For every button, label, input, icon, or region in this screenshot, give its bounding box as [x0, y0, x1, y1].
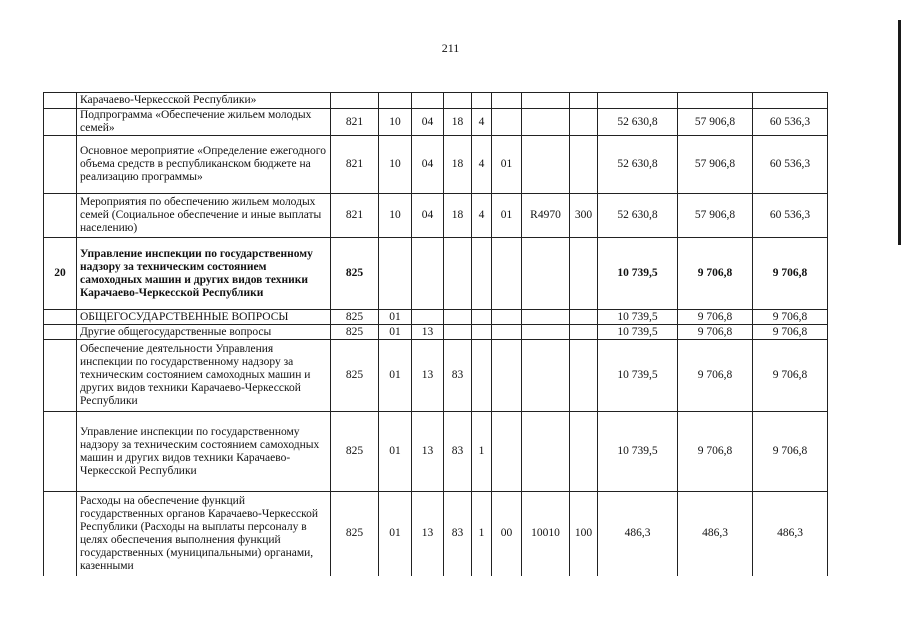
ministry-code-cell: 825	[331, 412, 379, 492]
expense-type-cell	[570, 325, 598, 340]
subprogram-code-cell	[472, 310, 492, 325]
row-number-cell	[44, 310, 77, 325]
amount-year-2-cell: 486,3	[678, 492, 753, 576]
section-code-cell: 01	[379, 325, 412, 340]
event-code-cell	[492, 310, 522, 325]
subprogram-code-cell: 4	[472, 109, 492, 136]
row-number-cell	[44, 109, 77, 136]
section-code-cell: 10	[379, 136, 412, 194]
section-code-cell: 01	[379, 492, 412, 576]
amount-year-1-cell: 10 739,5	[598, 325, 678, 340]
item-name-cell: Карачаево-Черкесской Республики»	[77, 93, 331, 109]
row-number-cell: 20	[44, 238, 77, 310]
program-code-cell: 83	[444, 492, 472, 576]
amount-year-1-cell: 52 630,8	[598, 194, 678, 238]
ministry-code-cell: 825	[331, 340, 379, 412]
subprogram-code-cell: 4	[472, 136, 492, 194]
amount-year-2-cell	[678, 93, 753, 109]
row-number-cell	[44, 194, 77, 238]
amount-year-2-cell: 9 706,8	[678, 238, 753, 310]
event-code-cell: 01	[492, 136, 522, 194]
subsection-code-cell: 04	[412, 109, 444, 136]
ministry-code-cell: 825	[331, 492, 379, 576]
ministry-code-cell: 825	[331, 310, 379, 325]
expense-type-cell	[570, 412, 598, 492]
item-name-cell: Расходы на обеспечение функций государственных органов Карачаево-Черкесской Республики (Расходы на выплаты персоналу в целях обеспечения выполнения функций государственных (муниципальными) органами, казенными	[77, 492, 331, 576]
section-code-cell: 01	[379, 340, 412, 412]
row-number-cell	[44, 93, 77, 109]
amount-year-3-cell: 9 706,8	[753, 412, 828, 492]
event-code-cell	[492, 109, 522, 136]
table-row	[44, 310, 828, 325]
row-number-cell	[44, 412, 77, 492]
subsection-code-cell: 13	[412, 492, 444, 576]
item-name-cell: Основное мероприятие «Определение ежегодного объема средств в республиканском бюджете на реализацию программы»	[77, 136, 331, 194]
amount-year-1-cell	[598, 93, 678, 109]
event-code-cell: 01	[492, 194, 522, 238]
direction-code-cell	[522, 310, 570, 325]
row-number-cell	[44, 340, 77, 412]
subsection-code-cell: 13	[412, 340, 444, 412]
event-code-cell	[492, 325, 522, 340]
table-row	[44, 340, 828, 412]
amount-year-1-cell: 486,3	[598, 492, 678, 576]
program-code-cell	[444, 325, 472, 340]
section-code-cell: 10	[379, 194, 412, 238]
amount-year-1-cell: 10 739,5	[598, 340, 678, 412]
amount-year-2-cell: 57 906,8	[678, 194, 753, 238]
subsection-code-cell: 13	[412, 412, 444, 492]
section-code-cell: 01	[379, 310, 412, 325]
event-code-cell	[492, 340, 522, 412]
item-name-cell: Другие общегосударственные вопросы	[77, 325, 331, 340]
section-code-cell	[379, 93, 412, 109]
section-code-cell	[379, 238, 412, 310]
expense-type-cell	[570, 109, 598, 136]
amount-year-3-cell: 9 706,8	[753, 325, 828, 340]
ministry-code-cell: 821	[331, 136, 379, 194]
amount-year-2-cell: 9 706,8	[678, 310, 753, 325]
expense-type-cell: 300	[570, 194, 598, 238]
item-name-cell: Управление инспекции по государственному надзору за техническим состоянием самоходных машин и других видов техники Карачаево-Черкесской Республики	[77, 238, 331, 310]
amount-year-2-cell: 57 906,8	[678, 109, 753, 136]
subsection-code-cell	[412, 93, 444, 109]
row-number-cell	[44, 136, 77, 194]
amount-year-1-cell: 10 739,5	[598, 238, 678, 310]
section-code-cell: 01	[379, 412, 412, 492]
subsection-code-cell: 13	[412, 325, 444, 340]
program-code-cell	[444, 238, 472, 310]
expense-type-cell	[570, 238, 598, 310]
amount-year-2-cell: 9 706,8	[678, 340, 753, 412]
amount-year-3-cell: 9 706,8	[753, 310, 828, 325]
direction-code-cell	[522, 325, 570, 340]
row-number-cell	[44, 325, 77, 340]
direction-code-cell	[522, 109, 570, 136]
table-row	[44, 136, 828, 194]
amount-year-3-cell: 60 536,3	[753, 136, 828, 194]
direction-code-cell	[522, 136, 570, 194]
table-row	[44, 194, 828, 238]
expense-type-cell	[570, 93, 598, 109]
item-name-cell: Обеспечение деятельности Управления инспекции по государственному надзору за техническим состоянием самоходных машин и других видов техники Карачаево-Черкесской Республики	[77, 340, 331, 412]
program-code-cell	[444, 310, 472, 325]
item-name-cell: Мероприятия по обеспечению жильем молодых семей (Социальное обеспечение и иные выплаты населению)	[77, 194, 331, 238]
direction-code-cell	[522, 238, 570, 310]
event-code-cell	[492, 412, 522, 492]
table-row	[44, 412, 828, 492]
amount-year-3-cell: 60 536,3	[753, 109, 828, 136]
amount-year-1-cell: 10 739,5	[598, 412, 678, 492]
table-row	[44, 325, 828, 340]
table-row	[44, 492, 828, 576]
amount-year-3-cell	[753, 93, 828, 109]
amount-year-3-cell: 9 706,8	[753, 340, 828, 412]
subsection-code-cell	[412, 310, 444, 325]
amount-year-2-cell: 9 706,8	[678, 325, 753, 340]
program-code-cell: 18	[444, 194, 472, 238]
subsection-code-cell: 04	[412, 194, 444, 238]
event-code-cell	[492, 93, 522, 109]
ministry-code-cell: 821	[331, 194, 379, 238]
item-name-cell: Подпрограмма «Обеспечение жильем молодых семей»	[77, 109, 331, 136]
page-number: 211	[441, 41, 460, 55]
ministry-code-cell	[331, 93, 379, 109]
ministry-code-cell: 821	[331, 109, 379, 136]
amount-year-1-cell: 52 630,8	[598, 109, 678, 136]
amount-year-1-cell: 10 739,5	[598, 310, 678, 325]
subprogram-code-cell: 1	[472, 412, 492, 492]
subprogram-code-cell: 1	[472, 492, 492, 576]
subsection-code-cell	[412, 238, 444, 310]
subprogram-code-cell	[472, 93, 492, 109]
subprogram-code-cell	[472, 325, 492, 340]
subprogram-code-cell	[472, 238, 492, 310]
subsection-code-cell: 04	[412, 136, 444, 194]
program-code-cell: 83	[444, 340, 472, 412]
ministry-code-cell: 825	[331, 238, 379, 310]
expense-type-cell	[570, 340, 598, 412]
program-code-cell: 83	[444, 412, 472, 492]
direction-code-cell	[522, 412, 570, 492]
table-row	[44, 93, 828, 109]
amount-year-3-cell: 9 706,8	[753, 238, 828, 310]
expense-type-cell: 100	[570, 492, 598, 576]
event-code-cell: 00	[492, 492, 522, 576]
program-code-cell: 18	[444, 109, 472, 136]
row-number-cell	[44, 492, 77, 576]
amount-year-3-cell: 486,3	[753, 492, 828, 576]
program-code-cell	[444, 93, 472, 109]
direction-code-cell: 10010	[522, 492, 570, 576]
subprogram-code-cell: 4	[472, 194, 492, 238]
amount-year-2-cell: 9 706,8	[678, 412, 753, 492]
amount-year-1-cell: 52 630,8	[598, 136, 678, 194]
item-name-cell: Управление инспекции по государственному надзору за техническим состоянием самоходных машин и других видов техники Карачаево-Черкесской Республики	[77, 412, 331, 492]
subprogram-code-cell	[472, 340, 492, 412]
section-code-cell: 10	[379, 109, 412, 136]
direction-code-cell	[522, 93, 570, 109]
program-code-cell: 18	[444, 136, 472, 194]
table-row	[44, 109, 828, 136]
budget-table	[43, 92, 828, 576]
ministry-code-cell: 825	[331, 325, 379, 340]
expense-type-cell	[570, 310, 598, 325]
expense-type-cell	[570, 136, 598, 194]
event-code-cell	[492, 238, 522, 310]
amount-year-2-cell: 57 906,8	[678, 136, 753, 194]
amount-year-3-cell: 60 536,3	[753, 194, 828, 238]
direction-code-cell: R4970	[522, 194, 570, 238]
item-name-cell: ОБЩЕГОСУДАРСТВЕННЫЕ ВОПРОСЫ	[77, 310, 331, 325]
direction-code-cell	[522, 340, 570, 412]
table-row	[44, 238, 828, 310]
